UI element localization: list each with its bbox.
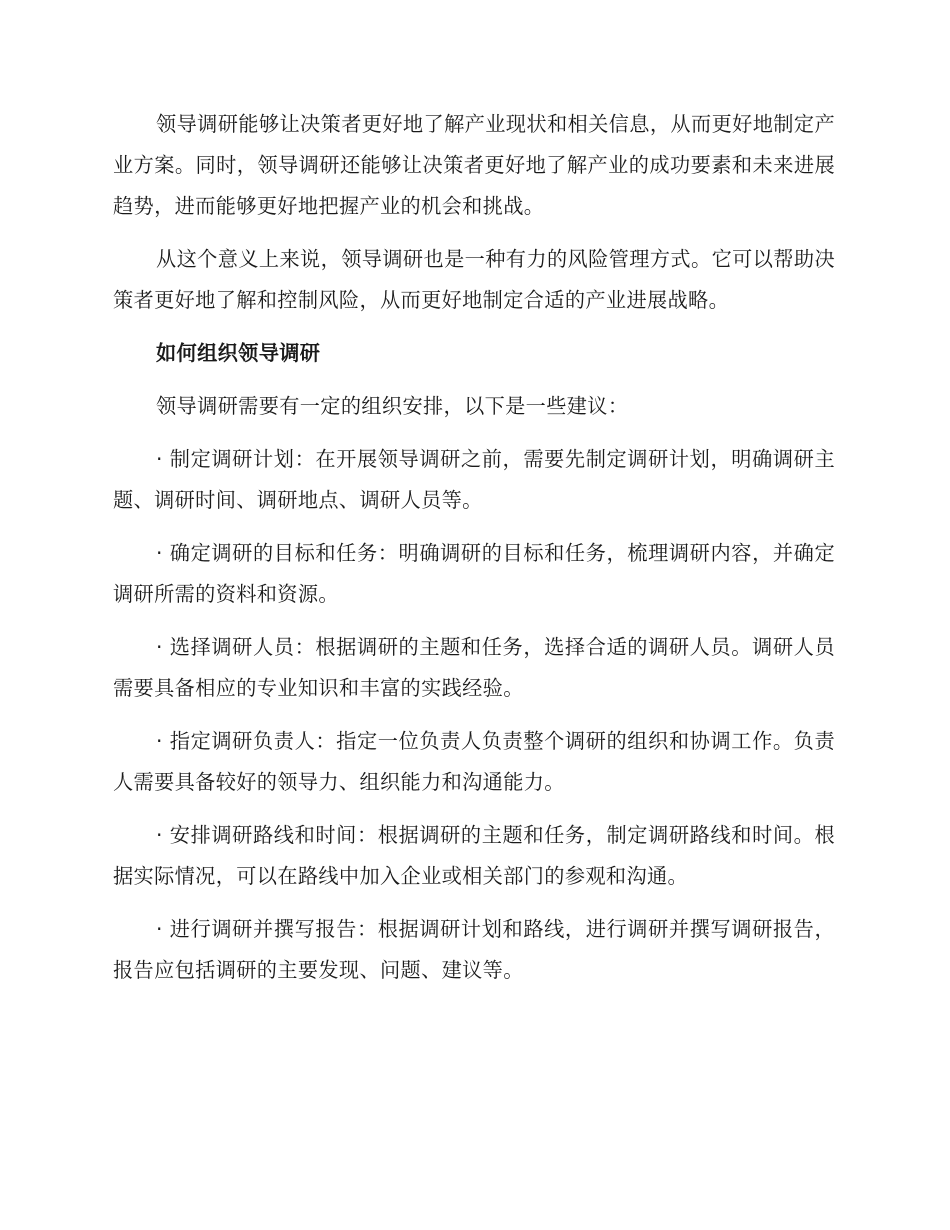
intro-paragraph: 从这个意义上来说，领导调研也是一种有力的风险管理方式。它可以帮助决策者更好地了解和控制风险，从而更好地制定合适的产业进展战略。: [113, 247, 835, 312]
bullet-item: · 进行调研并撰写报告：根据调研计划和路线，进行调研并撰写调研报告，报告应包括调研的主要发现、问题、建议等。: [113, 917, 835, 982]
section-intro: 领导调研需要有一定的组织安排，以下是一些建议：: [156, 394, 629, 418]
intro-paragraph: 领导调研能够让决策者更好地了解产业现状和相关信息，从而更好地制定产业方案。同时，领导调研还能够让决策者更好地了解产业的成功要素和未来进展趋势，进而能够更好地把握产业的机会和挑战。: [113, 112, 835, 218]
section-heading: 如何组织领导调研: [156, 341, 321, 365]
document-body: [113, 104, 835, 1003]
bullet-item: · 确定调研的目标和任务：明确调研的目标和任务，梳理调研内容，并确定调研所需的资料和资源。: [113, 541, 835, 606]
bullet-item: · 指定调研负责人：指定一位负责人负责整个调研的组织和协调工作。负责人需要具备较好的领导力、组织能力和沟通能力。: [113, 729, 835, 794]
bullet-item: · 制定调研计划：在开展领导调研之前，需要先制定调研计划，明确调研主题、调研时间、调研地点、调研人员等。: [113, 447, 835, 512]
bullet-item: · 选择调研人员：根据调研的主题和任务，选择合适的调研人员。调研人员需要具备相应的专业知识和丰富的实践经验。: [113, 635, 835, 700]
bullet-item: · 安排调研路线和时间：根据调研的主题和任务，制定调研路线和时间。根据实际情况，可以在路线中加入企业或相关部门的参观和沟通。: [113, 823, 835, 888]
